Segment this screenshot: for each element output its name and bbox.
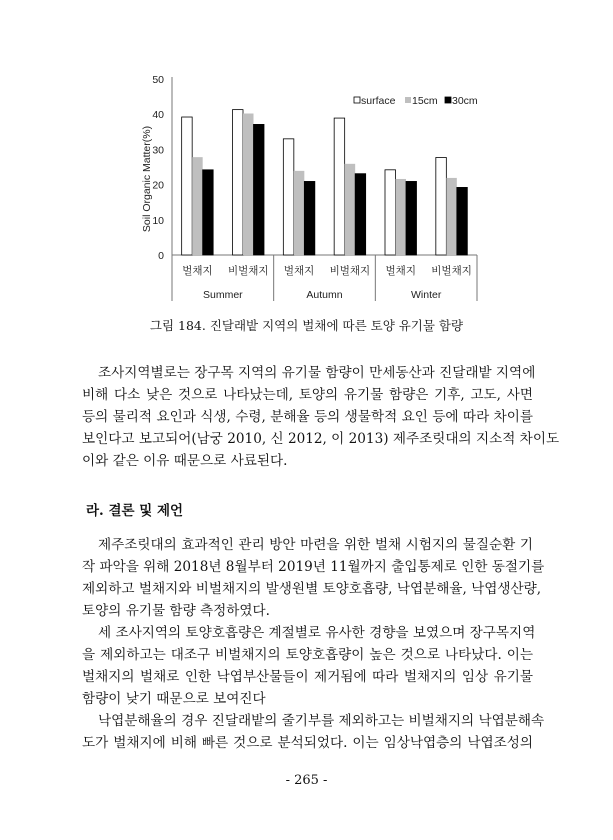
text-line: 벌채지의 벌채로 인한 낙엽부산물들이 제거됨에 따라 벌채지의 임상 유기물 [82,669,533,685]
text-line: 조사지역별로는 장구목 지역의 유기물 함량이 만세동산과 진달래밭 지역에 [98,365,536,381]
text-line: 이와 같은 이유 때문으로 사료된다. [82,453,288,469]
text-line: 낙엽분해율의 경우 진달래밭의 줄기부를 제외하고는 비벌채지의 낙엽분해속 [98,713,545,729]
soil-organic-matter-chart [0,0,613,310]
section-heading: 라. 결론 및 제언 [86,503,184,519]
bar-15cm [192,157,203,255]
group-label: Winter [410,289,442,301]
text-line: 도가 벌채지에 비해 빠른 것으로 분석되었다. 이는 임상낙엽층의 낙엽조성의 [82,735,533,751]
text-line: 작 파악을 위해 2018년 8월부터 2019년 11월까지 출입통제로 인한 동절기를 [82,559,545,575]
group-label: Summer [202,289,243,301]
group-label: Autumn [306,289,343,301]
text-line: 제주조릿대의 효과적인 관리 방안 마련을 위한 벌채 시험지의 물질순환 기 [98,537,533,553]
category-label: 비벌채지 [431,265,472,277]
y-tick-label: 40 [152,109,164,122]
text-line: 비해 다소 낮은 것으로 나타났는데, 토양의 유기물 함량은 기후, 고도, 사면 [82,387,533,403]
bar-30cm [203,170,214,255]
y-tick-label: 20 [152,179,164,192]
y-tick-label: 10 [152,214,164,227]
legend-swatch-15cm [405,97,411,103]
text-line: 을 제외하고는 대조구 비벌채지의 토양호흡량이 높은 것으로 나타났다. 이는 [82,647,533,663]
bar-surface [182,117,193,255]
bar-surface [334,118,345,255]
bar-surface [385,170,396,255]
legend-label: 30cm [452,95,478,107]
category-label: 비벌채지 [227,265,269,277]
bar-30cm [457,187,468,255]
category-label: 비벌채지 [329,265,371,277]
legend-label: 15cm [412,95,438,107]
bar-15cm [446,178,457,255]
category-label: 벌채지 [385,265,416,277]
bar-15cm [294,171,305,255]
bar-surface [233,110,244,255]
bar-surface [436,157,447,255]
text-line: 보인다고 보고되어(남궁 2010, 신 2012, 이 2013) 제주조릿대의 지소적 차이도 [82,431,560,447]
text-line: 세 조사지역의 토양호흡량은 계절별로 유사한 경향을 보였으며 장구목지역 [98,625,536,641]
legend-swatch-30cm [445,97,451,103]
y-tick-label: 30 [152,144,164,157]
y-tick-label: 0 [158,250,164,262]
bar-30cm [406,181,417,255]
bar-15cm [396,179,407,255]
text-line: 제외하고 벌채지와 비벌채지의 발생원별 토양호흡량, 낙엽분해율, 낙엽생산량, [82,581,542,597]
bar-30cm [355,174,366,255]
legend-label: surface [361,95,396,107]
bar-30cm [254,124,265,255]
bar-30cm [304,181,315,255]
figure-caption: 그림 184. 진달래밭 지역의 벌채에 따른 토양 유기물 함량 [149,318,464,333]
text-line: 함량이 낮기 때문으로 보여진다 [82,691,266,707]
legend-swatch-surface [354,97,360,103]
y-axis-label: Soil Organic Matter(%) [141,125,153,233]
bar-surface [283,139,294,255]
text-line: 등의 물리적 요인과 식생, 수령, 분해율 등의 생물학적 요인 등에 따라 차이를 [82,409,533,425]
category-label: 벌채지 [182,265,213,277]
text-line: 토양의 유기물 함량 측정하였다. [82,603,270,619]
category-label: 벌채지 [283,265,315,277]
bar-15cm [345,164,356,255]
page-number: - 265 - [285,773,328,788]
y-tick-label: 50 [152,74,164,86]
bar-15cm [243,113,254,255]
